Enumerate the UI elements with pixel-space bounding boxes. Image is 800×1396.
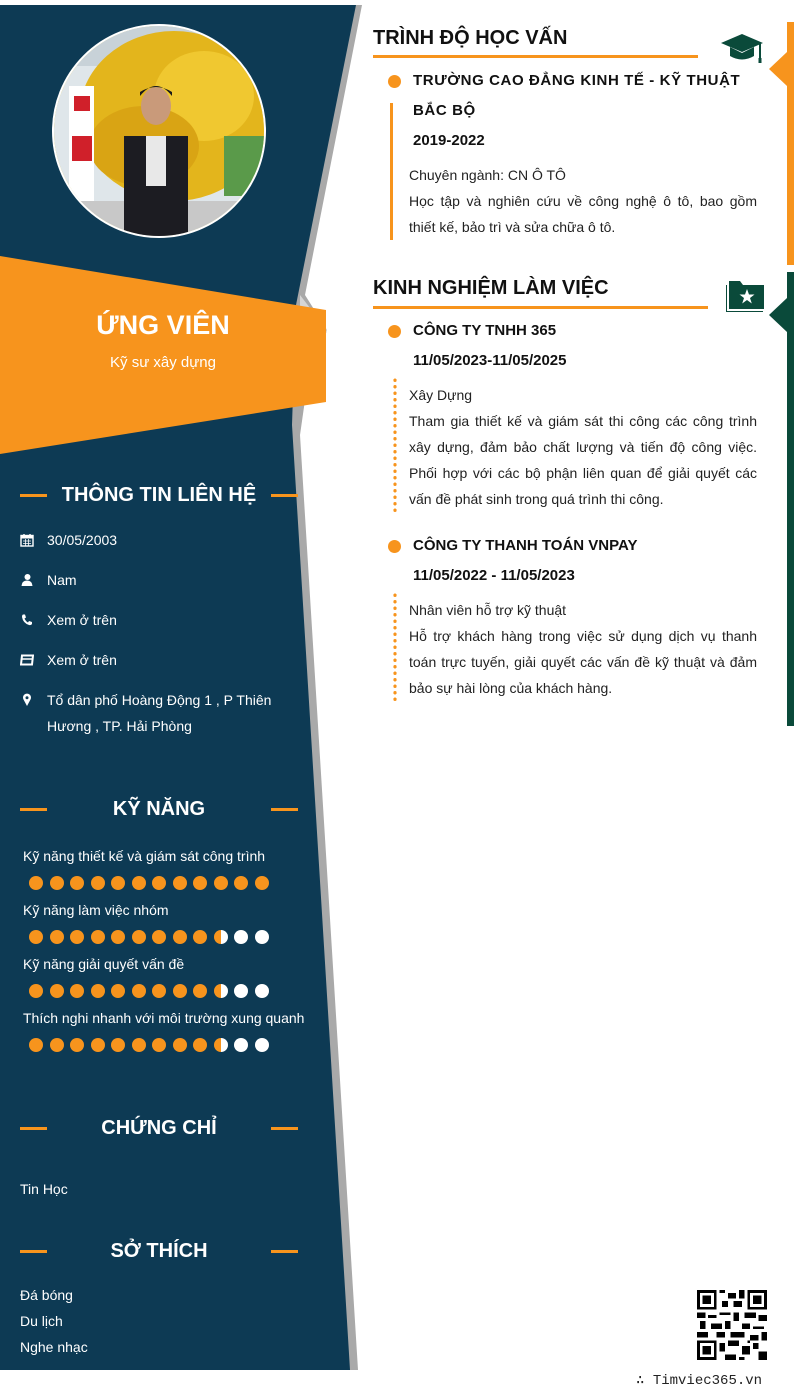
- rating-dot: [29, 930, 43, 944]
- folder-star-icon: [725, 279, 765, 313]
- rating-dot: [111, 930, 125, 944]
- contact-value: Tổ dân phố Hoàng Động 1 , P Thiên Hương , TP. Hải Phòng: [47, 692, 272, 734]
- hobby-item: Nghe nhạc: [20, 1339, 88, 1355]
- skills-heading: [20, 798, 298, 821]
- rating-dot: [152, 930, 166, 944]
- skill-label: Kỹ năng thiết kế và giám sát công trình: [23, 848, 266, 864]
- rating-dot: [152, 876, 166, 890]
- contact-birthdate: [20, 527, 290, 553]
- rating-dot: [234, 876, 248, 890]
- heading-dash-left: [20, 494, 47, 497]
- email-icon: [20, 653, 34, 667]
- rating-dot: [50, 984, 64, 998]
- certificates-heading-text: CHỨNG CHỈ: [101, 1117, 217, 1139]
- rating-dot: [111, 1038, 125, 1052]
- experience-side-bar: [787, 272, 794, 726]
- skills-heading-text: KỸ NĂNG: [112, 798, 206, 820]
- candidate-name: ỨNG VIÊN: [96, 310, 230, 340]
- rating-dot: [111, 984, 125, 998]
- rating-dot: [91, 1038, 105, 1052]
- user-icon: [20, 573, 34, 587]
- experience-bullet: [388, 540, 401, 553]
- phone-icon: [20, 613, 34, 627]
- skill-label: Thích nghi nhanh với môi trường xung quanh: [23, 1010, 305, 1026]
- graduation-cap-icon: [720, 32, 764, 64]
- skill-label: Kỹ năng giải quyết vấn đề: [23, 956, 185, 972]
- rating-dot: [132, 876, 146, 890]
- experience-timeline: [393, 377, 397, 513]
- education-bullet: [388, 75, 401, 88]
- rating-dot: [173, 930, 187, 944]
- experience-heading-rule: [373, 306, 708, 309]
- contact-heading-text: THÔNG TIN LIÊN HỆ: [61, 484, 257, 506]
- skill-label: Kỹ năng làm việc nhóm: [23, 902, 169, 918]
- experience-period: 11/05/2023-11/05/2025: [413, 352, 567, 369]
- education-timeline: [390, 103, 393, 240]
- rating-dot: [111, 876, 125, 890]
- heading-dash-left: [20, 808, 47, 811]
- education-description: Học tập và nghiên cứu về công nghệ ô tô, bao gồm thiết kế, bảo trì và sửa chữa ô tô.: [409, 193, 757, 235]
- rating-dot: [214, 876, 228, 890]
- rating-dot: [132, 930, 146, 944]
- contact-email: [20, 647, 290, 673]
- rating-dot: [91, 984, 105, 998]
- experience-company: CÔNG TY THANH TOÁN VNPAY: [413, 537, 638, 554]
- rating-dot: [50, 876, 64, 890]
- education-side-bar: [787, 22, 794, 265]
- education-heading: TRÌNH ĐỘ HỌC VẤN: [373, 27, 568, 49]
- avatar-photo: [54, 26, 264, 236]
- rating-dot: [255, 1038, 269, 1052]
- experience-timeline: [393, 592, 397, 702]
- skill-item: [23, 843, 313, 897]
- rating-dot: [255, 984, 269, 998]
- rating-dot: [193, 930, 207, 944]
- education-heading-rule: [373, 55, 698, 58]
- contact-address: [20, 687, 290, 739]
- heading-dash-left: [20, 1250, 47, 1253]
- certificates-heading: [20, 1117, 298, 1140]
- rating-dot: [29, 1038, 43, 1052]
- rating-dot: [132, 984, 146, 998]
- experience-side-pointer: [769, 298, 787, 332]
- skill-rating: [23, 1031, 313, 1059]
- location-icon: [20, 693, 34, 707]
- rating-dot: [193, 984, 207, 998]
- education-school: TRƯỜNG CAO ĐẲNG KINH TẾ - KỸ THUẬT BẮC BỘ: [413, 72, 741, 119]
- rating-dot: [193, 876, 207, 890]
- contact-phone: [20, 607, 290, 633]
- rating-dot: [70, 930, 84, 944]
- rating-dot: [29, 984, 43, 998]
- rating-dot: [214, 930, 228, 944]
- rating-dot: [214, 1038, 228, 1052]
- contact-list: [20, 527, 290, 753]
- experience-heading: KINH NGHIỆM LÀM VIỆC: [373, 277, 609, 299]
- skills-list: [23, 843, 313, 1059]
- hobbies-list: [20, 1282, 88, 1360]
- rating-dot: [29, 876, 43, 890]
- heading-dash-right: [271, 808, 298, 811]
- rating-dot: [152, 1038, 166, 1052]
- rating-dot: [70, 876, 84, 890]
- rating-dot: [70, 1038, 84, 1052]
- rating-dot: [50, 1038, 64, 1052]
- skill-rating: [23, 869, 313, 897]
- experience-description: Hỗ trợ khách hàng trong việc sử dụng dịch vụ thanh toán trực tuyến, giải quyết các vấn đề kỹ thuật và đảm bảo sự hài lòng của khách hàng.: [409, 628, 757, 696]
- experience-company: CÔNG TY TNHH 365: [413, 322, 557, 339]
- rating-dot: [91, 930, 105, 944]
- heading-dash-right: [271, 494, 298, 497]
- contact-value: Xem ở trên: [47, 652, 117, 668]
- contact-heading: [20, 484, 298, 507]
- contact-value: 30/05/2003: [47, 532, 118, 548]
- rating-dot: [70, 984, 84, 998]
- brand-watermark: ∴ Timviec365.vn: [636, 1373, 763, 1389]
- candidate-job-title: Kỹ sư xây dựng: [110, 354, 216, 371]
- certificate-item: Tin Học: [20, 1181, 68, 1197]
- rating-dot: [173, 984, 187, 998]
- skill-rating: [23, 977, 313, 1005]
- skill-item: [23, 897, 313, 951]
- heading-dash-left: [20, 1127, 47, 1130]
- rating-dot: [193, 1038, 207, 1052]
- skill-item: [23, 951, 313, 1005]
- rating-dot: [132, 1038, 146, 1052]
- rating-dot: [234, 984, 248, 998]
- experience-position: Nhân viên hỗ trợ kỹ thuật: [409, 602, 567, 618]
- experience-period: 11/05/2022 - 11/05/2023: [413, 567, 575, 584]
- contact-value: Xem ở trên: [47, 612, 117, 628]
- education-major: Chuyên ngành: CN Ô TÔ: [409, 167, 566, 183]
- contact-value: Nam: [47, 572, 77, 588]
- education-period: 2019-2022: [413, 132, 485, 149]
- rating-dot: [173, 876, 187, 890]
- rating-dot: [173, 1038, 187, 1052]
- rating-dot: [255, 876, 269, 890]
- experience-bullet: [388, 325, 401, 338]
- experience-position: Xây Dựng: [409, 387, 473, 403]
- rating-dot: [255, 930, 269, 944]
- hobbies-heading: [20, 1240, 298, 1263]
- hobby-item: Đá bóng: [20, 1287, 73, 1303]
- heading-dash-right: [271, 1250, 298, 1253]
- education-side-pointer: [769, 52, 787, 86]
- qr-code-icon: [697, 1290, 767, 1360]
- calendar-icon: [20, 533, 34, 547]
- contact-gender: [20, 567, 290, 593]
- skill-rating: [23, 923, 313, 951]
- heading-dash-right: [271, 1127, 298, 1130]
- rating-dot: [50, 930, 64, 944]
- experience-description: Tham gia thiết kế và giám sát thi công các công trình xây dựng, đảm bảo chất lượng và tiến độ công việc. Phối hợp với các bộ phận liên quan để giải quyết các vấn đề phát sinh trong quá trình thi công.: [409, 413, 757, 507]
- rating-dot: [91, 876, 105, 890]
- rating-dot: [214, 984, 228, 998]
- hobbies-heading-text: SỞ THÍCH: [110, 1240, 208, 1262]
- avatar: [52, 24, 266, 238]
- rating-dot: [234, 1038, 248, 1052]
- rating-dot: [152, 984, 166, 998]
- hobby-item: Du lịch: [20, 1313, 63, 1329]
- rating-dot: [234, 930, 248, 944]
- skill-item: [23, 1005, 313, 1059]
